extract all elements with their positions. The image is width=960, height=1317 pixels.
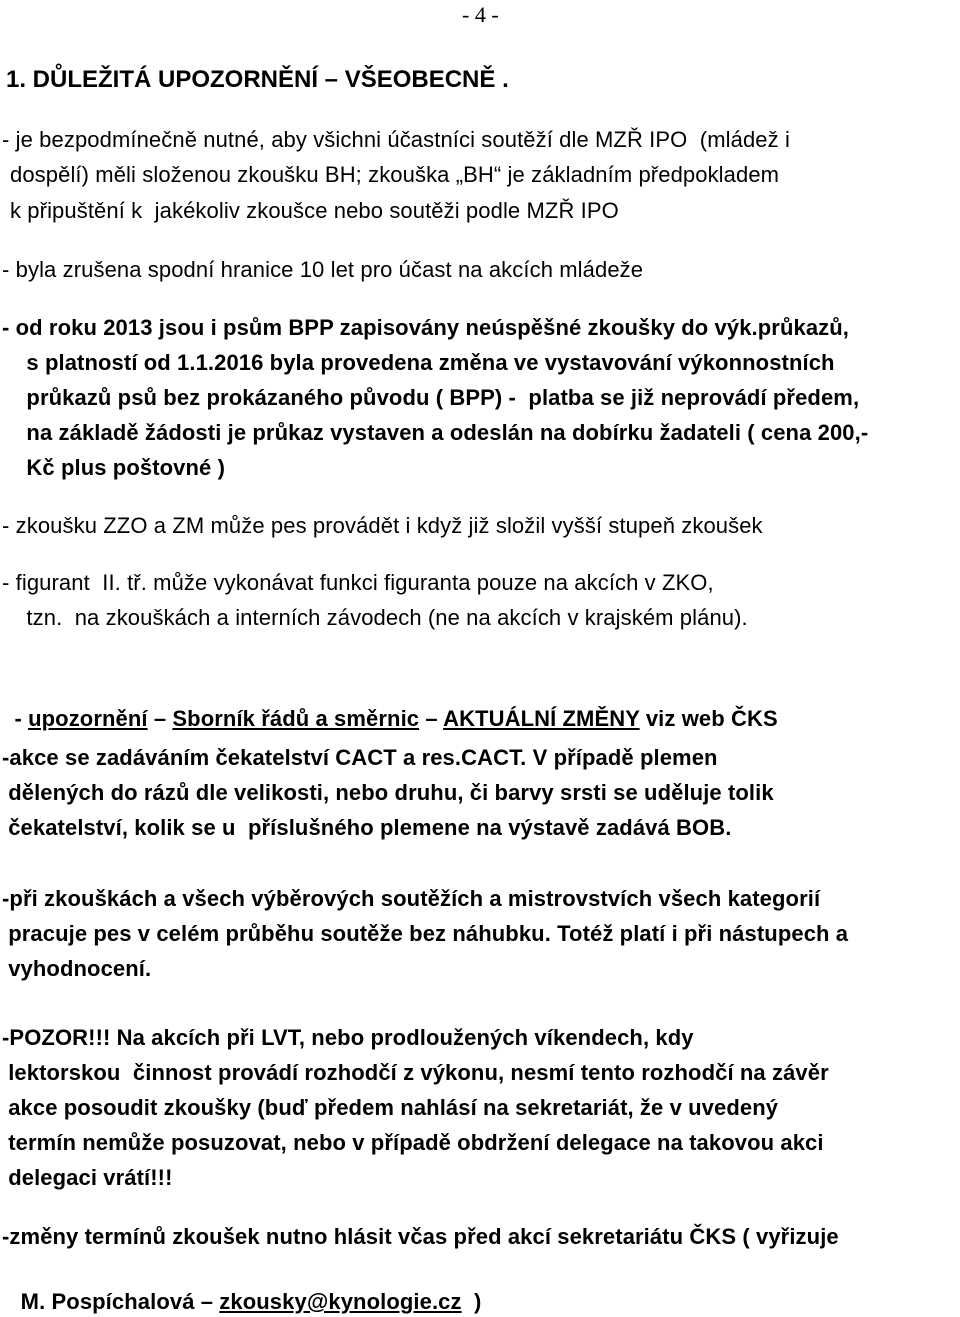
paragraph-cact-line-3: čekatelství, kolik se u příslušného plemene na výstavě zadává BOB. (2, 815, 732, 840)
paragraph-age-limit: - byla zrušena spodní hranice 10 let pro účast na akcích mládeže (2, 257, 644, 282)
email-link[interactable]: zkousky@kynologie.cz (219, 1289, 462, 1314)
notice-separator-2: – (419, 706, 444, 731)
paragraph-lvt-line-5: delegaci vrátí!!! (2, 1165, 173, 1190)
paragraph-bpp-line-1: - od roku 2013 jsou i psům BPP zapisovány neúspěšné zkoušky do výk.průkazů, (2, 315, 850, 340)
paragraph-bh-line-2: dospělí) měli složenou zkoušku BH; zkouška „BH“ je základním předpokladem (10, 162, 780, 187)
notice-sbornik: Sborník řádů a směrnic (172, 706, 420, 731)
contact-name: M. Pospíchalová – (14, 1289, 220, 1314)
paragraph-figurant-line-1: - figurant II. tř. může vykonávat funkci figuranta pouze na akcích v ZKO, (2, 570, 714, 595)
notice-word-upozorneni: upozornění (28, 706, 148, 731)
section-heading: 1. DŮLEŽITÁ UPOZORNĚNÍ – VŠEOBECNĚ . (6, 66, 509, 93)
paragraph-figurant-line-2: tzn. na zkouškách a interních závodech (ne na akcích v krajském plánu). (14, 605, 748, 630)
paragraph-lvt-line-2: lektorskou činnost provádí rozhodčí z výkonu, nesmí tento rozhodčí na závěr (2, 1060, 829, 1085)
paragraph-bh-line-3: k připuštění k jakékoliv zkoušce nebo soutěži podle MZŘ IPO (10, 198, 619, 223)
paragraph-lvt-line-4: termín nemůže posuzovat, nebo v případě obdržení delegace na takovou akci (2, 1130, 824, 1155)
paragraph-bpp-line-2: s platností od 1.1.2016 byla provedena změna ve vystavování výkonnostních (14, 350, 835, 375)
paragraph-muzzle-line-1: -při zkouškách a všech výběrových soutěžích a mistrovstvích všech kategorií (2, 886, 821, 911)
paragraph-cact-line-2: dělených do rázů dle velikosti, nebo druhu, či barvy srsti se uděluje tolik (2, 780, 774, 805)
paragraph-lvt-line-3: akce posoudit zkoušky (buď předem nahlásí na sekretariát, že v uvedený (2, 1095, 779, 1120)
paragraph-bh-line-1: - je bezpodmínečně nutné, aby všichni účastníci soutěží dle MZŘ IPO (mládež i (2, 127, 790, 152)
notice-suffix: viz web ČKS (639, 706, 778, 731)
paragraph-muzzle-line-3: vyhodnocení. (2, 956, 152, 981)
paragraph-notice (2, 674, 778, 734)
paragraph-lvt-line-1: -POZOR!!! Na akcích při LVT, nebo prodloužených víkendech, kdy (2, 1025, 694, 1050)
notice-aktualni-zmeny: AKTUÁLNÍ ZMĚNY (443, 706, 640, 731)
paragraph-muzzle-line-2: pracuje pes v celém průběhu soutěže bez náhubku. Totéž platí i při nástupech a (2, 921, 849, 946)
paragraph-zzo-zm: - zkoušku ZZO a ZM může pes provádět i když již složil vyšší stupeň zkoušek (2, 513, 763, 538)
paragraph-cact-line-1: -akce se zadáváním čekatelství CACT a res.CACT. V případě plemen (2, 745, 718, 770)
notice-prefix: - (14, 706, 29, 731)
paragraph-bpp-line-4: na základě žádosti je průkaz vystaven a odeslán na dobírku žadateli ( cena 200,- (14, 420, 869, 445)
paragraph-changes-line-2 (2, 1257, 481, 1317)
page-number: - 4 - (462, 2, 499, 27)
paragraph-bpp-line-5: Kč plus poštovné ) (14, 455, 226, 480)
paragraph-bpp-line-3: průkazů psů bez prokázaného původu ( BPP) - platba se již neprovádí předem, (14, 385, 860, 410)
notice-separator-1: – (147, 706, 173, 731)
contact-suffix: ) (461, 1289, 482, 1314)
paragraph-changes-line-1: -změny termínů zkoušek nutno hlásit včas před akcí sekretariátu ČKS ( vyřizuje (2, 1224, 839, 1249)
